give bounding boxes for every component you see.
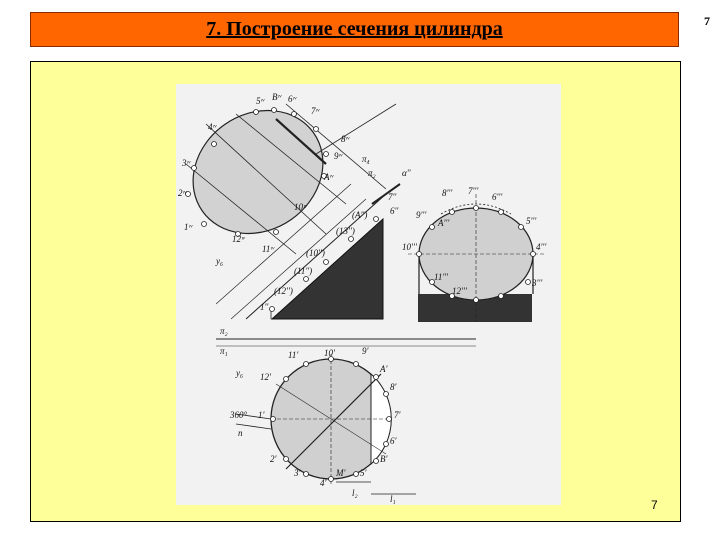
- label-Aiv: Aᶦᵛ: [324, 172, 334, 182]
- label-Bp: B': [380, 454, 388, 464]
- label-Ac: (A''): [352, 210, 368, 220]
- label-13pp: (13''): [336, 226, 355, 236]
- label-7ppp: 7''': [468, 186, 479, 196]
- label-12p: 12': [260, 372, 271, 382]
- label-1pp: 1'': [260, 302, 269, 312]
- label-n: n: [238, 428, 243, 438]
- label-6ppp: 6''': [492, 192, 503, 202]
- label-6pp: 6'': [390, 206, 399, 216]
- label-3ppp: 3''': [532, 278, 543, 288]
- label-10ppp: 10''': [402, 242, 417, 252]
- label-12pp: (12''): [274, 286, 293, 296]
- label-8ppp: 8''': [442, 188, 453, 198]
- label-10iv: 10ᶦᵛ: [294, 202, 307, 212]
- label-alpha: α'': [402, 168, 411, 178]
- label-7p: 7': [394, 410, 401, 420]
- label-1iv: 1ᶦᵛ: [184, 222, 193, 232]
- label-7iv: 7ᶦᵛ: [311, 106, 320, 116]
- label-9iv: 9ᶦᵛ: [334, 151, 343, 161]
- label-6p: 6': [390, 436, 397, 446]
- label-pi2-upper: π₂: [368, 168, 376, 178]
- label-y6-lower: y₆: [236, 368, 244, 378]
- cylinder-section-drawing: [176, 84, 561, 505]
- label-7pp: 7'': [388, 192, 397, 202]
- corner-slide-number: 7: [704, 14, 710, 28]
- label-Ap: A': [380, 364, 388, 374]
- label-8p: 8': [390, 382, 397, 392]
- label-6iv: 6ᶦᵛ: [288, 94, 297, 104]
- slide-title: 7. Построение сечения цилиндра: [206, 18, 503, 40]
- label-10pp: (10''): [306, 248, 325, 258]
- label-11iv: 11ᶦᵛ: [262, 244, 275, 254]
- label-2iv: 2ᶦᵛ: [178, 188, 187, 198]
- label-4iv: 4ᶦᵛ: [208, 122, 217, 132]
- label-5ppp: 5''': [526, 216, 537, 226]
- label-y6: y₆: [216, 256, 224, 266]
- label-l1: l₁: [390, 494, 396, 504]
- label-4p: 4': [320, 478, 327, 488]
- label-2p: 2': [270, 454, 277, 464]
- label-10p: 10': [324, 348, 335, 358]
- label-9ppp: 9''': [416, 210, 427, 220]
- label-8iv: 8ᶦᵛ: [341, 134, 350, 144]
- slide-title-bar: [30, 12, 679, 47]
- label-Appp: A''': [438, 218, 450, 228]
- label-11p: 11': [288, 350, 299, 360]
- page-number: 7: [651, 498, 658, 512]
- label-Mp: M': [336, 468, 346, 478]
- label-pi2: π₂: [220, 326, 228, 336]
- label-pi4: π₄: [362, 154, 370, 164]
- label-4ppp: 4''': [536, 242, 547, 252]
- label-11pp: (11''): [294, 266, 313, 276]
- label-deg: 360°: [230, 410, 248, 420]
- label-5iv: 5ᶦᵛ: [256, 96, 265, 106]
- label-pi1: π₁: [220, 346, 228, 356]
- label-9p: 9': [362, 346, 369, 356]
- label-11ppp: 11''': [434, 272, 449, 282]
- label-12ppp: 12''': [452, 286, 467, 296]
- label-12iv: 12ᶦᵛ: [232, 234, 245, 244]
- label-3p: 3': [294, 468, 301, 478]
- label-5p: 5': [360, 468, 367, 478]
- label-1p: 1': [258, 410, 265, 420]
- label-l2: l₂: [352, 488, 358, 498]
- label-3iv: 3ᶦᵛ: [182, 158, 191, 168]
- label-Biv: Bᶦᵛ: [272, 92, 282, 102]
